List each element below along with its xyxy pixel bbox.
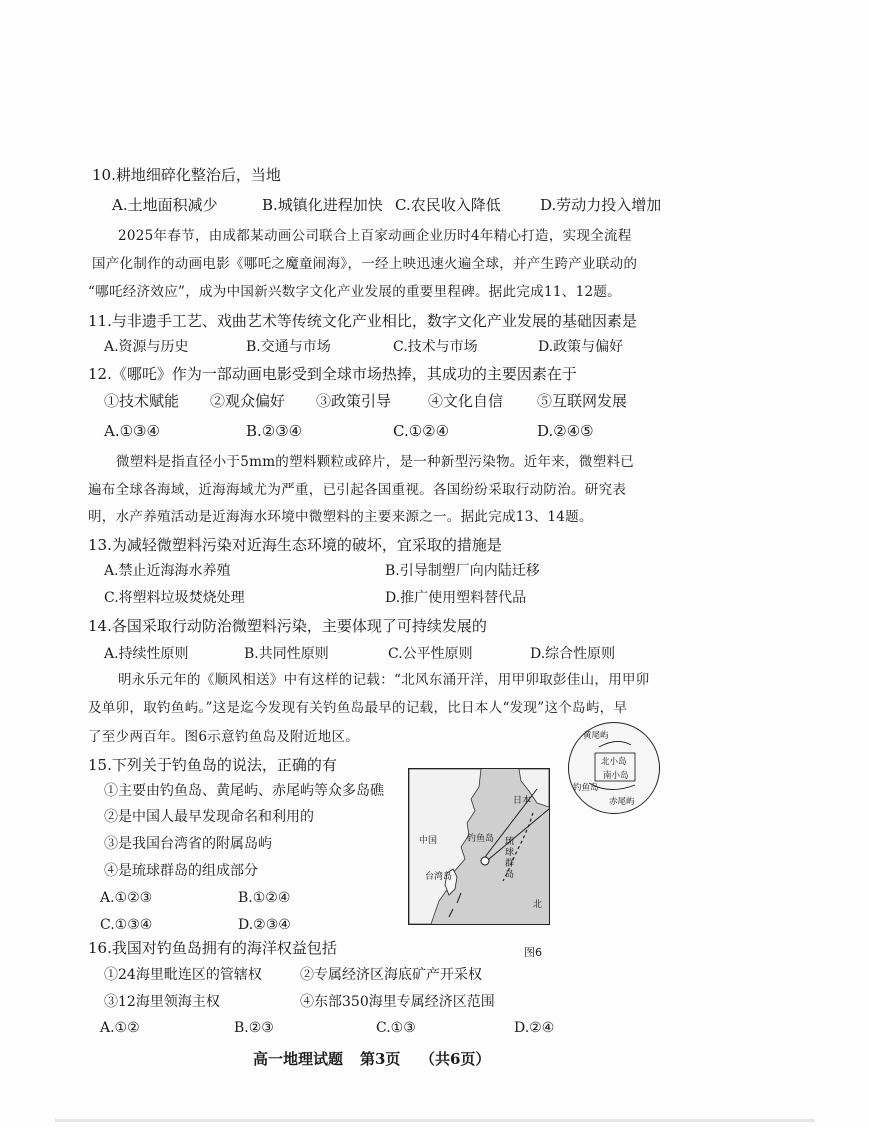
q16-item-2: ②专属经济区海底矿产开采权 [300, 967, 482, 983]
q12-option-c: C.①②④ [393, 422, 450, 440]
q10-stem: 10.耕地细碎化整治后，当地 [92, 166, 281, 184]
q12-option-d: D.②④⑤ [537, 422, 594, 440]
q16-item-3: ③12海里领海主权 [104, 994, 220, 1010]
q14-option-a: A.持续性原则 [104, 646, 189, 662]
inset-label-chiwei: 赤尾屿 [609, 797, 635, 807]
q16-item-4: ④东部350海里专属经济区范围 [300, 994, 495, 1010]
passage1-line-2: 国产化制作的动画电影《哪吒之魔童闹海》，一经上映迅速火遍全球，并产生跨产业联动的 [92, 256, 638, 272]
q16-option-d: D.②④ [514, 1020, 555, 1036]
q15-item-4: ④是琉球群岛的组成部分 [104, 863, 258, 879]
q16-option-b: B.②③ [234, 1020, 274, 1036]
inset-route-1 [599, 741, 631, 747]
inset-label-huangwei: 黄尾屿 [583, 731, 609, 741]
q15-option-a: A.①②③ [100, 890, 153, 906]
footer-page: 第3页 [360, 1050, 401, 1068]
q15-item-1: ①主要由钓鱼岛、黄尾屿、赤尾屿等众多岛礁 [104, 783, 384, 799]
island-mark-2 [449, 909, 453, 917]
map-label-diaoyu: 钓鱼岛 [467, 834, 495, 844]
q13-option-b: B.引导制塑厂向内陆迁移 [385, 563, 540, 579]
q13-stem: 13.为减轻微塑料污染对近海生态环境的破坏，宜采取的措施是 [88, 536, 502, 554]
q12-option-a: A.①③④ [104, 422, 160, 440]
mainland-china-shape [409, 769, 481, 924]
q10-option-b: B.城镇化进程加快 [262, 196, 383, 214]
q15-option-d: D.②③④ [238, 917, 291, 933]
passage2-line-2: 遍布全球各海域，近海海域尤为严重，已引起各国重视。各国纷纷采取行动防治。研究表 [88, 482, 627, 498]
inset-label-nanxiao: 南小岛 [603, 771, 629, 781]
q10-option-d: D.劳动力投入增加 [540, 196, 662, 214]
map-label-ryukyu: 琉球群岛 [505, 837, 515, 880]
diaoyu-marker [481, 857, 489, 865]
q14-option-d: D.综合性原则 [530, 646, 616, 662]
q12-item-1: ①技术赋能 [104, 392, 180, 410]
map-label-north: 北 [533, 900, 543, 910]
q12-item-5: ⑤互联网发展 [537, 392, 628, 410]
passage1-line-1: 2025年春节，由成都某动画公司联合上百家动画企业历时4年精心打造，实现全流程 [118, 228, 632, 244]
figure6-map [408, 768, 550, 925]
q11-option-a: A.资源与历史 [104, 339, 189, 355]
figure6-inset [568, 722, 660, 814]
passage3-line-1: 明永乐元年的《顺风相送》中有这样的记载：“北风东涌开洋，用甲卯取彭佳山，用甲卯 [118, 672, 650, 688]
q10-option-c: C.农民收入降低 [395, 196, 501, 214]
q16-option-c: C.①③ [376, 1020, 416, 1036]
figure6-caption: 图6 [524, 946, 542, 959]
map-label-japan: 日本 [513, 796, 532, 806]
q15-option-c: C.①③④ [100, 917, 153, 933]
q11-option-b: B.交通与市场 [246, 339, 331, 355]
footer-title: 高一地理试题 [253, 1050, 344, 1068]
island-mark-1 [457, 893, 461, 903]
q12-item-4: ④文化自信 [428, 392, 504, 410]
passage1-line-3: “哪吒经济效应”，成为中国新兴数字文化产业发展的重要里程碑。据此完成11、12题。 [88, 284, 621, 300]
q13-option-a: A.禁止近海海水养殖 [104, 563, 231, 579]
q16-item-1: ①24海里毗连区的管辖权 [104, 967, 262, 983]
q12-item-2: ②观众偏好 [210, 392, 286, 410]
passage3-line-3: 了至少两百年。图6示意钓鱼岛及附近地区。 [88, 729, 360, 745]
q16-option-a: A.①② [100, 1020, 140, 1036]
q12-item-3: ③政策引导 [316, 392, 392, 410]
inset-label-diaoyu: 钓鱼岛 [573, 783, 599, 793]
q14-option-b: B.共同性原则 [244, 646, 329, 662]
q15-item-2: ②是中国人最早发现命名和利用的 [104, 809, 314, 825]
page-bottom-rule [55, 1119, 815, 1122]
footer-total: （共6页） [420, 1050, 491, 1068]
map-label-china: 中国 [419, 836, 438, 846]
q15-stem: 15.下列关于钓鱼岛的说法，正确的有 [88, 756, 337, 774]
inset-label-beixiao: 北小岛 [601, 757, 627, 767]
passage3-line-2: 及单卯，取钓鱼屿。”这是迄今发现有关钓鱼岛最早的记载，比日本人“发现”这个岛屿，早 [88, 700, 628, 716]
q16-stem: 16.我国对钓鱼岛拥有的海洋权益包括 [88, 939, 337, 957]
q11-option-d: D.政策与偏好 [538, 339, 624, 355]
q14-stem: 14.各国采取行动防治微塑料污染，主要体现了可持续发展的 [88, 617, 487, 635]
q10-option-a: A.土地面积减少 [112, 196, 218, 214]
map-label-taiwan: 台湾岛 [425, 872, 453, 882]
passage2-line-3: 明，水产养殖活动是近海海水环境中微塑料的主要来源之一。据此完成13、14题。 [88, 509, 593, 525]
q15-item-3: ③是我国台湾省的附属岛屿 [104, 836, 272, 852]
passage2-line-1: 微塑料是指直径小于5mm的塑料颗粒或碎片，是一种新型污染物。近年来，微塑料已 [116, 454, 635, 470]
q11-stem: 11.与非遗手工艺、戏曲艺术等传统文化产业相比，数字文化产业发展的基础因素是 [88, 312, 637, 330]
q13-option-c: C.将塑料垃圾焚烧处理 [104, 590, 245, 606]
q12-stem: 12.《哪吒》作为一部动画电影受到全球市场热捧，其成功的主要因素在于 [88, 365, 577, 383]
q15-option-b: B.①②④ [238, 890, 291, 906]
q13-option-d: D.推广使用塑料替代品 [385, 590, 527, 606]
q12-option-b: B.②③④ [246, 422, 303, 440]
callout-line-2 [489, 809, 549, 859]
q14-option-c: C.公平性原则 [388, 646, 473, 662]
q11-option-c: C.技术与市场 [393, 339, 478, 355]
